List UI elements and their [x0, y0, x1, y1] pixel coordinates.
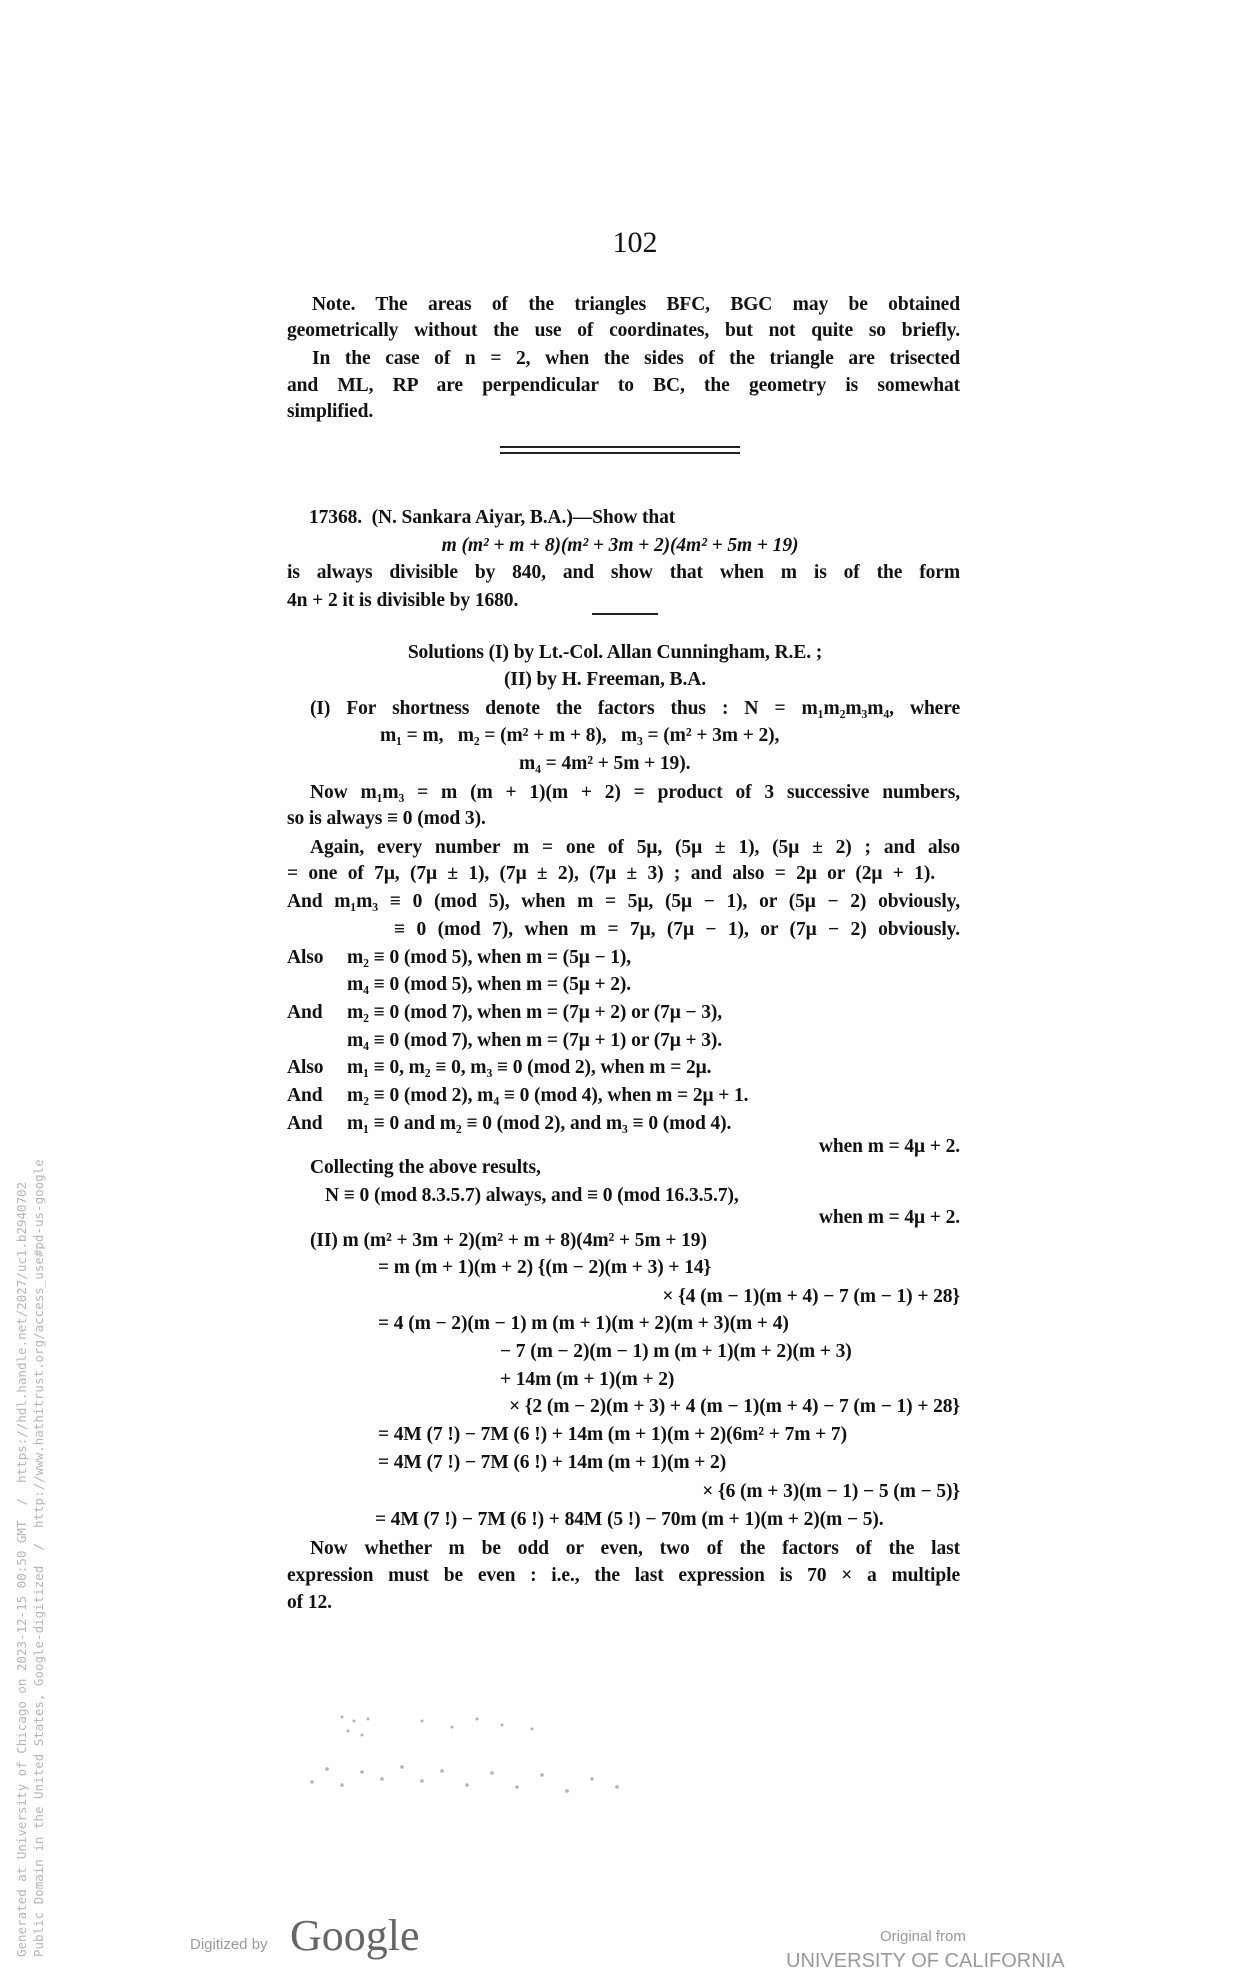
- body-line: ≡ 0 (mod 7), when m = 7μ, (7μ − 1), or (7μ − 2) obviously.: [394, 919, 960, 940]
- body-line: m₄ = 4m² + 5m + 19).: [519, 753, 691, 774]
- equation-line: = 4M (7 !) − 7M (6 !) + 14m (m + 1)(m + 2)(6m² + 7m + 7): [378, 1424, 847, 1445]
- case-label: And: [287, 1113, 323, 1134]
- note-line: simplified.: [287, 401, 374, 422]
- note-line: In the case of n = 2, when the sides of the triangle are trisected: [312, 348, 960, 369]
- case-expression: m₄ ≡ 0 (mod 7), when m = (7μ + 1) or (7μ + 3).: [347, 1030, 723, 1051]
- equation-line: × {2 (m − 2)(m + 3) + 4 (m − 1)(m + 4) − 7 (m − 1) + 28}: [509, 1396, 960, 1417]
- body-line: m₁ = m, m₂ = (m² + m + 8), m₃ = (m² + 3m + 2),: [380, 725, 780, 746]
- note-line: Note. The areas of the triangles BFC, BGC may be obtained: [312, 294, 960, 315]
- body-line: And m₁m₃ ≡ 0 (mod 5), when m = 5μ, (5μ − 1), or (5μ − 2) obviously,: [287, 891, 960, 912]
- digitized-by-label: Digitized by: [190, 1936, 268, 1953]
- watermark-line: Generated at University of Chicago on 2023-12-15 00:50 GMT / https://hdl.handle.net/2027/uc1.b2940702: [14, 1181, 29, 1957]
- note-line: and ML, RP are perpendicular to BC, the geometry is somewhat: [287, 375, 960, 396]
- equation-line: + 14m (m + 1)(m + 2): [500, 1369, 675, 1390]
- equation-line: × {6 (m + 3)(m − 1) − 5 (m − 5)}: [702, 1481, 960, 1502]
- case-expression: m₁ ≡ 0 and m₂ ≡ 0 (mod 2), and m₃ ≡ 0 (mod 4).: [347, 1113, 732, 1134]
- case-label: And: [287, 1085, 323, 1106]
- university-label: UNIVERSITY OF CALIFORNIA: [786, 1950, 1065, 1972]
- equation-line: = 4 (m − 2)(m − 1) m (m + 1)(m + 2)(m + 3)(m + 4): [378, 1313, 789, 1334]
- case-expression: m₂ ≡ 0 (mod 5), when m = (5μ − 1),: [347, 947, 632, 968]
- problem-header: [309, 504, 675, 532]
- equation-line: = 4M (7 !) − 7M (6 !) + 14m (m + 1)(m + 2): [378, 1452, 727, 1473]
- solution-credit: Solutions (I) by Lt.-Col. Allan Cunningham, R.E. ;: [407, 642, 823, 663]
- equation-line: × {4 (m − 1)(m + 4) − 7 (m − 1) + 28}: [662, 1286, 960, 1307]
- case-expression: m₁ ≡ 0, m₂ ≡ 0, m₃ ≡ 0 (mod 2), when m = 2μ.: [347, 1057, 712, 1078]
- problem-number: 17368.: [309, 507, 363, 528]
- note-line: geometrically without the use of coordinates, but not quite so briefly.: [287, 320, 960, 341]
- body-line: Again, every number m = one of 5μ, (5μ ± 1), (5μ ± 2) ; and also: [310, 837, 960, 858]
- original-from-label: Original from: [880, 1928, 966, 1945]
- case-label: Also: [287, 947, 324, 968]
- problem-line: 4n + 2 it is divisible by 1680.: [287, 590, 519, 611]
- case-condition: when m = 4μ + 2.: [818, 1136, 960, 1157]
- result-line: N ≡ 0 (mod 8.3.5.7) always, and ≡ 0 (mod 16.3.5.7),: [325, 1185, 739, 1206]
- body-line: = one of 7μ, (7μ ± 1), (7μ ± 2), (7μ ± 3) ; and also = 2μ or (2μ + 1).: [287, 863, 935, 884]
- body-line: Collecting the above results,: [310, 1157, 541, 1178]
- body-line: of 12.: [287, 1592, 332, 1613]
- equation-line: = 4M (7 !) − 7M (6 !) + 84M (5 !) − 70m (m + 1)(m + 2)(m − 5).: [375, 1509, 884, 1530]
- watermark-line: Public Domain in the United States, Google-digitized / http://www.hathitrust.org/access_use#pd-us-google: [31, 1159, 46, 1957]
- solution-credit: (II) by H. Freeman, B.A.: [504, 669, 706, 690]
- body-line: (I) For shortness denote the factors thus : N = m₁m₂m₃m₄, where: [310, 698, 960, 719]
- case-label: Also: [287, 1057, 324, 1078]
- body-line: Now m₁m₃ = m (m + 1)(m + 2) = product of 3 successive numbers,: [310, 782, 960, 803]
- side-watermark: [13, 997, 47, 1957]
- case-expression: m₂ ≡ 0 (mod 7), when m = (7μ + 2) or (7μ − 3),: [347, 1002, 723, 1023]
- problem-line: is always divisible by 840, and show that when m is of the form: [287, 562, 960, 583]
- section-divider: [500, 452, 740, 454]
- result-condition: when m = 4μ + 2.: [818, 1207, 960, 1228]
- body-line: expression must be even : i.e., the last expression is 70 × a multiple: [287, 1565, 960, 1586]
- case-expression: m₂ ≡ 0 (mod 2), m₄ ≡ 0 (mod 4), when m = 2μ + 1.: [347, 1085, 749, 1106]
- body-line: Now whether m be odd or even, two of the factors of the last: [310, 1538, 960, 1559]
- case-expression: m₄ ≡ 0 (mod 5), when m = (5μ + 2).: [347, 974, 632, 995]
- page-number: 102: [612, 226, 658, 259]
- case-label: And: [287, 1002, 323, 1023]
- library-stamp-image: [302, 1707, 632, 1802]
- body-line: so is always ≡ 0 (mod 3).: [287, 808, 486, 829]
- google-logo: Google: [290, 1911, 420, 1960]
- section-divider: [500, 446, 740, 448]
- problem-author: (N. Sankara Aiyar, B.A.)—Show that: [371, 507, 676, 528]
- equation-line: = m (m + 1)(m + 2) {(m − 2)(m + 3) + 14}: [378, 1257, 712, 1278]
- equation-line: − 7 (m − 2)(m − 1) m (m + 1)(m + 2)(m + 3): [500, 1341, 852, 1362]
- problem-end-rule: [592, 613, 658, 615]
- problem-expression: m (m² + m + 8)(m² + 3m + 2)(4m² + 5m + 19): [441, 535, 799, 556]
- equation-line: (II) m (m² + 3m + 2)(m² + m + 8)(4m² + 5m + 19): [310, 1230, 707, 1251]
